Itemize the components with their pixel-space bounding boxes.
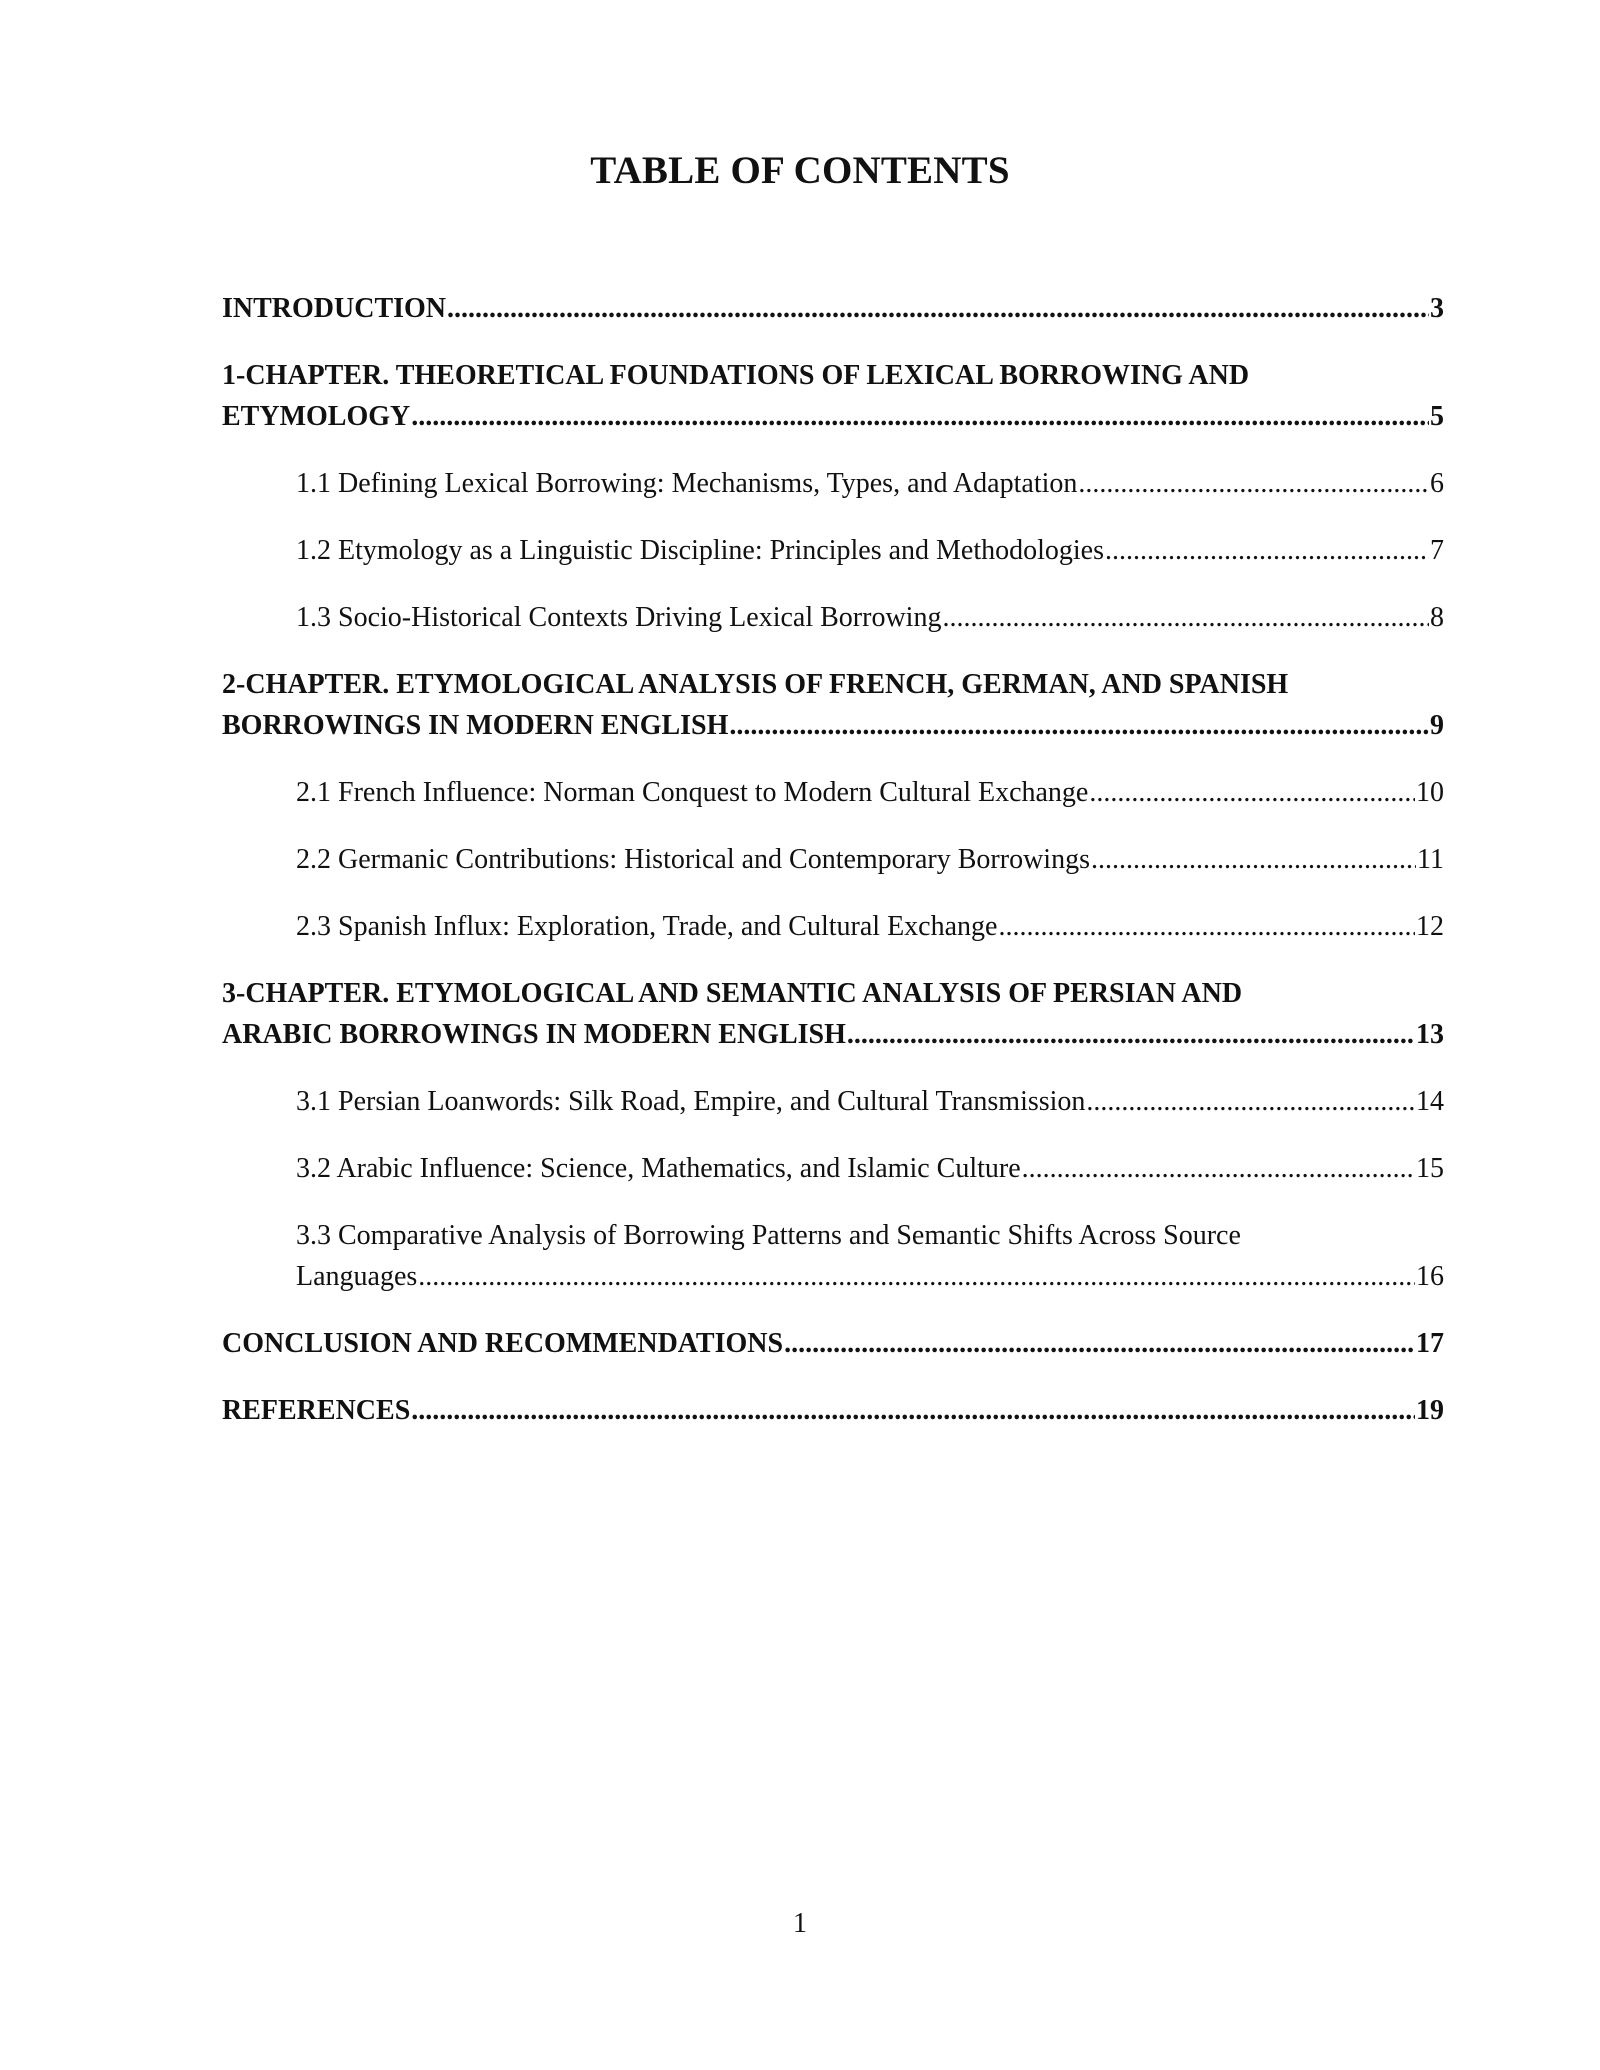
toc-entry-text-line2: ARABIC BORROWINGS IN MODERN ENGLISH — [222, 1019, 846, 1050]
toc-entry-section-3-3[interactable] — [222, 1215, 1444, 1297]
toc-entry-text: 2.3 Spanish Influx: Exploration, Trade, and Cultural Exchange — [296, 911, 998, 942]
toc-page-number: 8 — [1430, 602, 1444, 633]
toc-entry-section-3-2[interactable] — [222, 1148, 1444, 1189]
page-number-footer: 1 — [793, 1908, 807, 1939]
toc-page-number: 13 — [1416, 1019, 1444, 1050]
dot-leader — [1086, 1081, 1415, 1122]
dot-leader — [418, 1256, 1415, 1297]
toc-entry-text-line1: 1-CHAPTER. THEORETICAL FOUNDATIONS OF LEXICAL BORROWING AND — [222, 360, 1250, 391]
toc-entry-section-1-1[interactable] — [222, 463, 1444, 504]
toc-entry-text-line2: BORROWINGS IN MODERN ENGLISH — [222, 710, 729, 741]
toc-entry-section-3-1[interactable] — [222, 1081, 1444, 1122]
toc-entry-section-2-2[interactable] — [222, 839, 1444, 880]
toc-entry-text-line1: 3-CHAPTER. ETYMOLOGICAL AND SEMANTIC ANALYSIS OF PERSIAN AND — [222, 978, 1243, 1009]
dot-leader — [1078, 463, 1429, 504]
dot-leader — [729, 705, 1429, 746]
toc-entry-chapter-1[interactable] — [222, 355, 1444, 437]
toc-entry-conclusion[interactable] — [222, 1323, 1444, 1364]
toc-entry-section-2-3[interactable] — [222, 906, 1444, 947]
toc-page-number: 16 — [1416, 1261, 1444, 1292]
toc-entry-chapter-3[interactable] — [222, 973, 1444, 1055]
toc-entry-text: 1.1 Defining Lexical Borrowing: Mechanisms, Types, and Adaptation — [296, 468, 1078, 499]
dot-leader — [942, 597, 1429, 638]
toc-entry-chapter-2[interactable] — [222, 664, 1444, 746]
toc-entry-references[interactable] — [222, 1390, 1444, 1431]
toc-page-number: 17 — [1416, 1328, 1444, 1359]
dot-leader — [411, 396, 1429, 437]
dot-leader — [1091, 839, 1416, 880]
dot-leader — [998, 906, 1415, 947]
toc-entry-section-1-2[interactable] — [222, 530, 1444, 571]
toc-entry-text: 3.2 Arabic Influence: Science, Mathematics, and Islamic Culture — [296, 1153, 1021, 1184]
toc-page-number: 11 — [1417, 844, 1444, 875]
toc-entry-text-line2: ETYMOLOGY — [222, 401, 411, 432]
toc-entry-text: 2.1 French Influence: Norman Conquest to Modern Cultural Exchange — [296, 777, 1089, 808]
toc-entry-text: 1.3 Socio-Historical Contexts Driving Lexical Borrowing — [296, 602, 942, 633]
toc-entry-section-1-3[interactable] — [222, 597, 1444, 638]
dot-leader — [1089, 772, 1415, 813]
dot-leader — [411, 1390, 1415, 1431]
page-title: TABLE OF CONTENTS — [590, 149, 1010, 192]
toc-page-number: 9 — [1430, 710, 1444, 741]
toc-entry-text: 3.1 Persian Loanwords: Silk Road, Empire, and Cultural Transmission — [296, 1086, 1086, 1117]
toc-page-number: 5 — [1430, 401, 1444, 432]
toc-entry-text-line1: 2-CHAPTER. ETYMOLOGICAL ANALYSIS OF FRENCH, GERMAN, AND SPANISH — [222, 669, 1289, 700]
dot-leader — [1105, 530, 1429, 571]
toc-entry-text: CONCLUSION AND RECOMMENDATIONS — [222, 1328, 784, 1359]
dot-leader — [1022, 1148, 1415, 1189]
dot-leader — [784, 1323, 1415, 1364]
toc-entry-text-line2: Languages — [296, 1261, 418, 1292]
table-of-contents — [222, 288, 1444, 1457]
toc-page-number: 3 — [1430, 293, 1444, 324]
dot-leader — [847, 1014, 1415, 1055]
toc-page-number: 7 — [1430, 535, 1444, 566]
toc-entry-introduction[interactable] — [222, 288, 1444, 329]
toc-page-number: 12 — [1416, 911, 1444, 942]
toc-entry-text-line1: 3.3 Comparative Analysis of Borrowing Patterns and Semantic Shifts Across Source — [296, 1220, 1241, 1251]
toc-page-number: 6 — [1430, 468, 1444, 499]
toc-entry-section-2-1[interactable] — [222, 772, 1444, 813]
toc-page-number: 14 — [1416, 1086, 1444, 1117]
toc-entry-text: INTRODUCTION — [222, 293, 447, 324]
toc-page-number: 15 — [1416, 1153, 1444, 1184]
toc-entry-text: 1.2 Etymology as a Linguistic Discipline: Principles and Methodologies — [296, 535, 1105, 566]
dot-leader — [447, 288, 1429, 329]
toc-entry-text: REFERENCES — [222, 1395, 411, 1426]
toc-page-number: 19 — [1416, 1395, 1444, 1426]
toc-entry-text: 2.2 Germanic Contributions: Historical and Contemporary Borrowings — [296, 844, 1090, 875]
toc-page-number: 10 — [1416, 777, 1444, 808]
